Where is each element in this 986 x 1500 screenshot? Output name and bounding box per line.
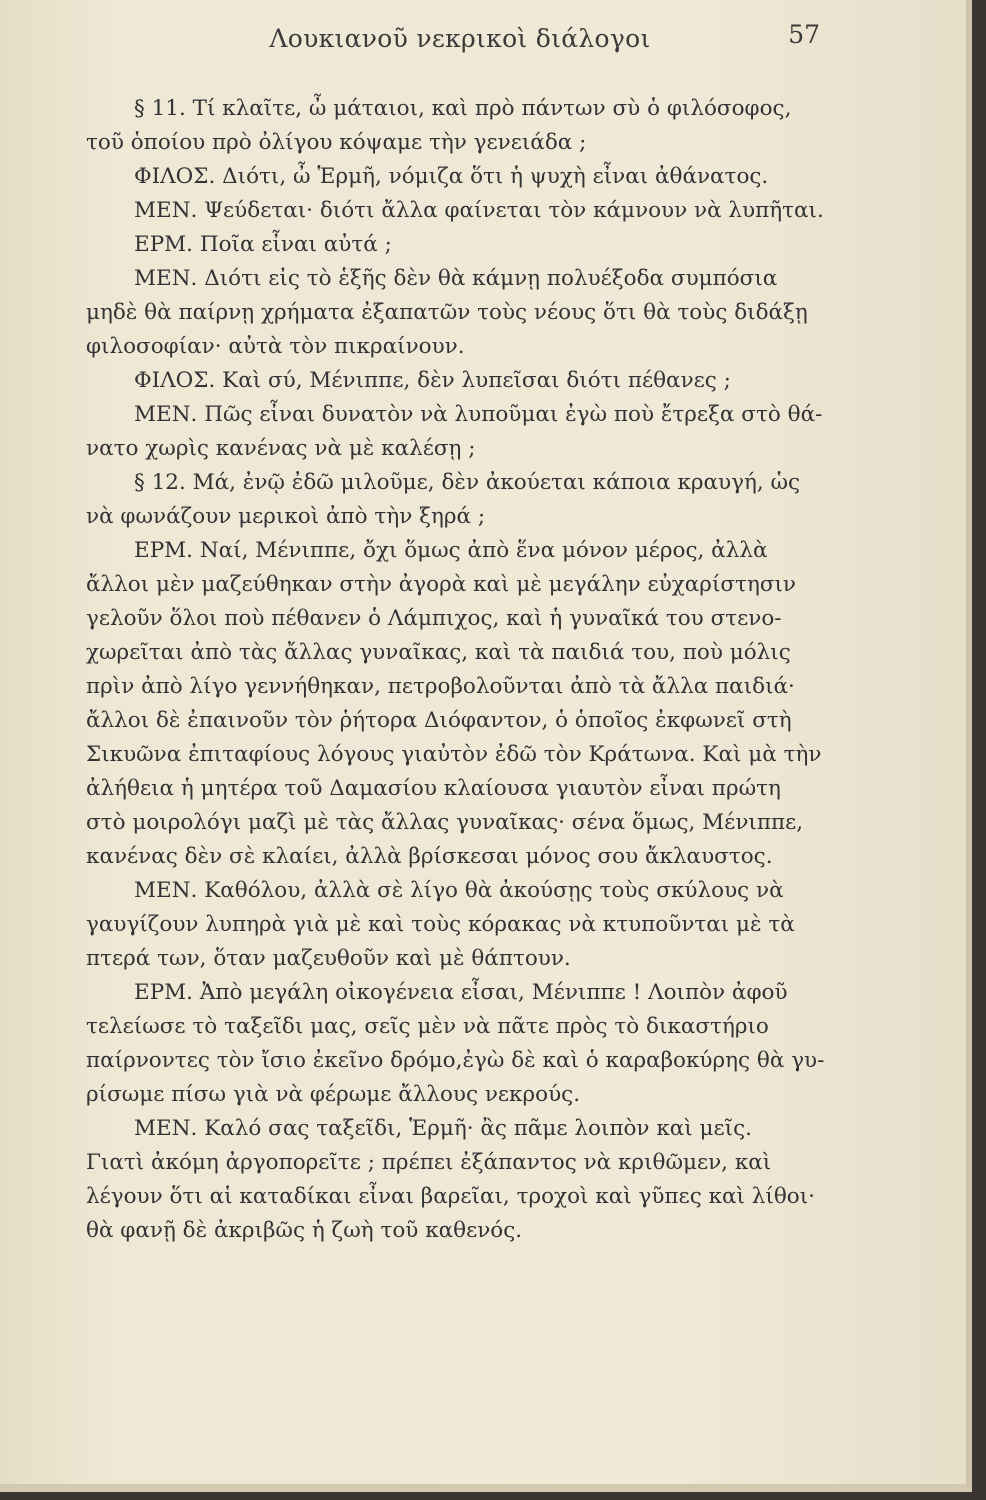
page-number: 57 [788, 20, 820, 49]
text-line: ΦΙΛΟΣ. Διότι, ὦ Ἑρμῆ, νόμιζα ὅτι ἡ ψυχὴ εἶναι ἀθάνατος. [134, 164, 769, 189]
text-line: γαυγίζουν λυπηρὰ γιὰ μὲ καὶ τοὺς κόρακας νὰ κτυποῦνται μὲ τὰ [86, 912, 795, 937]
text-line: λέγουν ὅτι αἱ καταδίκαι εἶναι βαρεῖαι, τροχοὶ καὶ γῦπες καὶ λίθοι· [86, 1184, 816, 1209]
text-line: § 11. Τί κλαῖτε, ὦ μάταιοι, καὶ πρὸ πάντων σὺ ὁ φιλόσοφος, [134, 96, 792, 121]
text-line: ΜΕΝ. Ψεύδεται· διότι ἄλλα φαίνεται τὸν κάμνουν νὰ λυπῆται. [134, 198, 824, 223]
text-line: ρίσωμε πίσω γιὰ νὰ φέρωμε ἄλλους νεκρούς. [86, 1082, 581, 1107]
text-line: ΜΕΝ. Καθόλου, ἀλλὰ σὲ λίγο θὰ ἀκούσῃς τοὺς σκύλους νὰ [134, 878, 784, 903]
text-line: ΜΕΝ. Διότι εἰς τὸ ἑξῆς δὲν θὰ κάμνῃ πολυέξοδα συμπόσια [134, 266, 778, 291]
text-line: πτερά των, ὅταν μαζευθοῦν καὶ μὲ θάπτουν. [86, 946, 571, 971]
text-line: ΕΡΜ. Ναί, Μένιππε, ὄχι ὅμως ἀπὸ ἕνα μόνον μέρος, ἀλλὰ [134, 538, 768, 563]
text-line: στὸ μοιρολόγι μαζὶ μὲ τὰς ἄλλας γυναῖκας· σένα ὅμως, Μένιππε, [86, 810, 804, 835]
text-line: Σικυῶνα ἐπιταφίους λόγους γιαὐτὸν ἐδῶ τὸν Κράτωνα. Καὶ μὰ τὴν [86, 742, 822, 767]
text-line: ἀλήθεια ἡ μητέρα τοῦ Δαμασίου κλαίουσα γιαυτὸν εἶναι πρώτη [86, 776, 781, 801]
text-line: § 12. Μά, ἐνῷ ἐδῶ μιλοῦμε, δὲν ἀκούεται κάποια κραυγή, ὡς [134, 470, 801, 495]
text-line: ΕΡΜ. Ἀπὸ μεγάλη οἰκογένεια εἶσαι, Μένιππε ! Λοιπὸν ἀφοῦ [134, 980, 788, 1005]
text-line: μηδὲ θὰ παίρνῃ χρήματα ἐξαπατῶν τοὺς νέους ὅτι θὰ τοὺς διδάξῃ [86, 300, 808, 325]
text-line: ΦΙΛΟΣ. Καὶ σύ, Μένιππε, δὲν λυπεῖσαι διότι πέθανες ; [134, 368, 731, 393]
text-line: γελοῦν ὅλοι ποὺ πέθανεν ὁ Λάμπιχος, καὶ ἡ γυναῖκά του στενο- [86, 606, 782, 631]
body-text [86, 92, 828, 1248]
text-line: Γιατὶ ἀκόμη ἀργοπορεῖτε ; πρέπει ἐξάπαντος νὰ κριθῶμεν, καὶ [86, 1150, 772, 1175]
text-line: χωρεῖται ἀπὸ τὰς ἄλλας γυναῖκας, καὶ τὰ παιδιά του, ποὺ μόλις [86, 640, 791, 665]
text-line: πρὶν ἀπὸ λίγο γεννήθηκαν, πετροβολοῦνται ἀπὸ τὰ ἄλλα παιδιά· [86, 674, 795, 699]
text-line: φιλοσοφίαν· αὐτὰ τὸν πικραίνουν. [86, 334, 465, 359]
text-line: νατο χωρὶς κανένας νὰ μὲ καλέσῃ ; [86, 436, 476, 461]
text-line: ἄλλοι μὲν μαζεύθηκαν στὴν ἀγορὰ καὶ μὲ μεγάλην εὐχαρίστησιν [86, 572, 797, 597]
page-header [0, 18, 972, 58]
text-line: ΕΡΜ. Ποῖα εἶναι αὐτά ; [134, 232, 392, 257]
text-line: κανένας δὲν σὲ κλαίει, ἀλλὰ βρίσκεσαι μόνος σου ἄκλαυστος. [86, 844, 773, 869]
text-line: ΜΕΝ. Καλό σας ταξεῖδι, Ἑρμῆ· ἂς πᾶμε λοιπὸν καὶ μεῖς. [134, 1116, 752, 1141]
text-line: τοῦ ὁποίου πρὸ ὀλίγου κόψαμε τὴν γενειάδα ; [86, 130, 587, 155]
text-line: παίρνοντες τὸν ἴσιο ἐκεῖνο δρόμο,ἐγὼ δὲ καὶ ὁ καραβοκύρης θὰ γυ- [86, 1048, 825, 1073]
running-title: Λουκιανοῦ νεκρικοὶ διάλογοι [269, 24, 651, 53]
text-line: τελείωσε τὸ ταξεῖδι μας, σεῖς μὲν νὰ πᾶτε πρὸς τὸ δικαστήριο [86, 1014, 769, 1039]
text-line: ΜΕΝ. Πῶς εἶναι δυνατὸν νὰ λυποῦμαι ἐγὼ ποὺ ἔτρεξα στὸ θά- [134, 402, 823, 427]
text-line: νὰ φωνάζουν μερικοὶ ἀπὸ τὴν ξηρά ; [86, 504, 486, 529]
text-line: θὰ φανῇ δὲ ἀκριβῶς ἡ ζωὴ τοῦ καθενός. [86, 1218, 523, 1243]
text-line: ἄλλοι δὲ ἐπαινοῦν τὸν ῥήτορα Διόφαντον, ὁ ὁποῖος ἐκφωνεῖ στὴ [86, 708, 792, 733]
